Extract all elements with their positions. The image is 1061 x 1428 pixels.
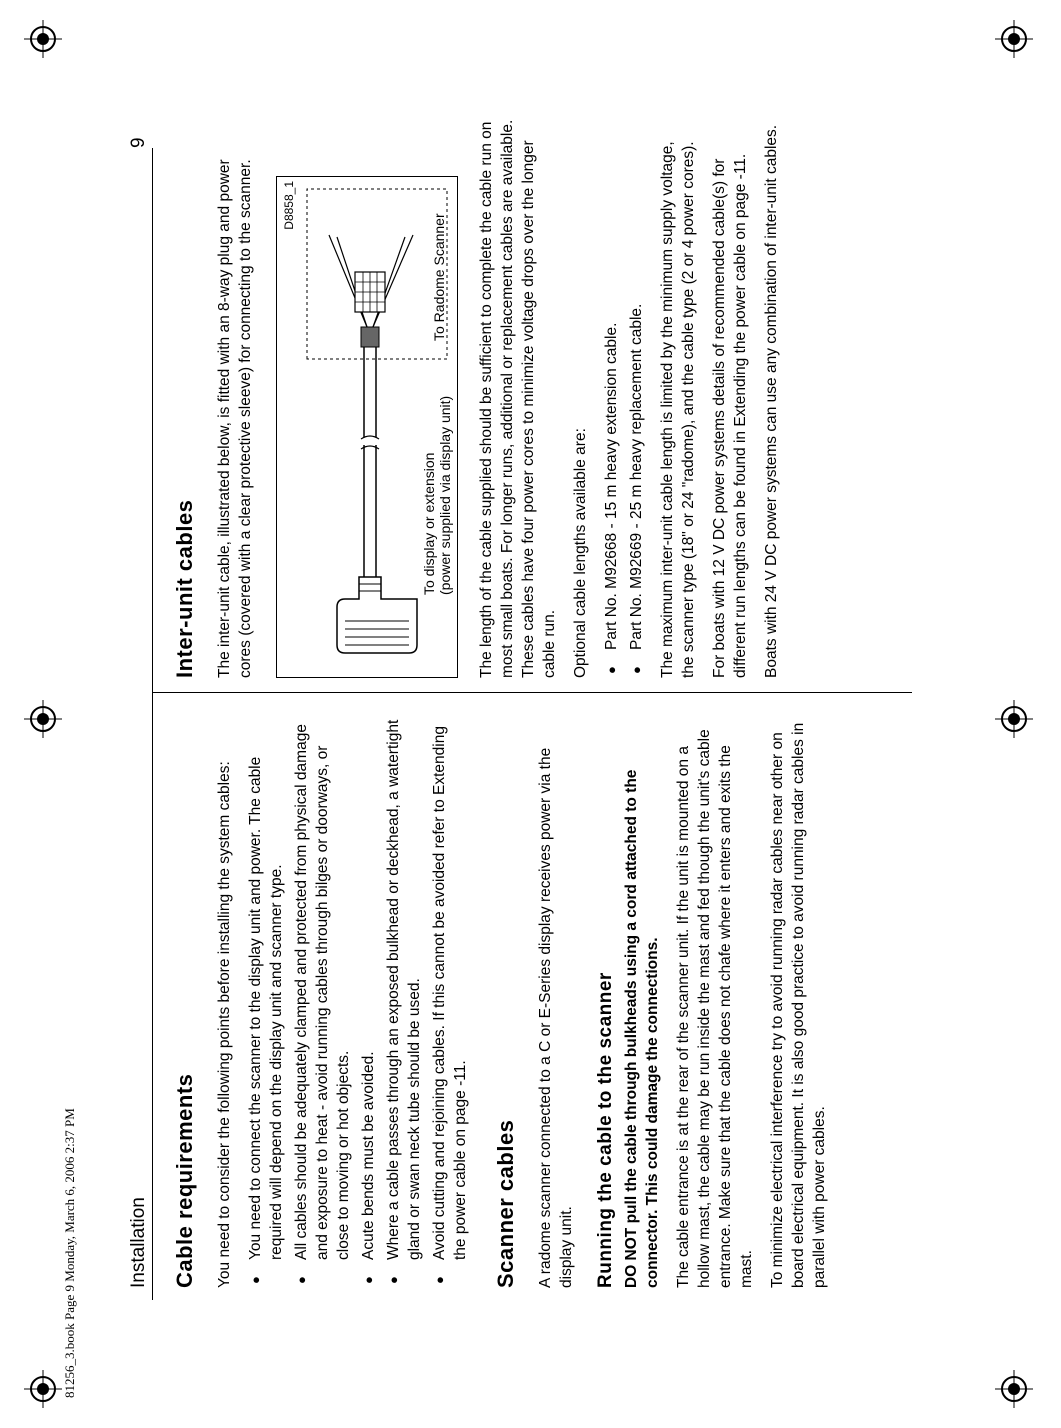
list-item: ● All cables should be adequately clamped and protected from physical damage and exposure to heat - avoid running cables through bilges or doorways, or close to moving or hot objects. [291, 708, 354, 1288]
list-item: ● Avoid cutting and rejoining cables. If this cannot be avoided refer to Extending the power cable on page -11. [429, 708, 471, 1288]
inter-unit-para-1: The length of the cable supplied should be sufficient to complete the cable run on most small boats. For longer runs, additional or replacement cables are available. These cables have four power cores to minimize voltage drops over the longer cable run. [478, 119, 558, 678]
cable-illustration [276, 176, 458, 678]
registration-mark-icon [995, 1370, 1033, 1408]
inter-unit-para-4: Boats with 24 V DC power systems can use any combination of inter-unit cables. [763, 124, 780, 678]
inter-unit-intro: The inter-unit cable, illustrated below, is fitted with an 8-way plug and power cores (covered with a clear protective sleeve) for connecting to the scanner. [216, 159, 254, 678]
list-item: ● You need to connect the scanner to the display unit and power. The cable required will depend on the display unit and scanner type. [245, 708, 287, 1288]
figure-label-display-line1: To display or extension [421, 452, 437, 595]
running-cable-para-2: To minimize electrical interference try to avoid running radar cables near other on board electrical equipment. It is also good practice to avoid running radar cables in parallel with power cables. [769, 722, 828, 1288]
list-item: ● Part No. M92668 - 15 m heavy extension cable. [601, 118, 622, 678]
column-divider [152, 692, 912, 693]
crop-info-text: 81256_3.book Page 9 Monday, March 6, 2006 2:37 PM [62, 1108, 77, 1398]
registration-mark-icon [24, 700, 62, 738]
page-number: 9 [128, 137, 149, 148]
optional-lengths-list [601, 118, 647, 678]
cable-requirements-list [245, 708, 471, 1288]
inter-unit-para-2: The maximum inter-unit cable length is limited by the minimum supply voltage, the scanner type (18" or 24 "radome), and the cable type (2 or 4 power cores). [659, 141, 697, 678]
optional-lengths-intro: Optional cable lengths available are: [572, 428, 589, 678]
cable-requirements-heading: Cable requirements [172, 1073, 197, 1288]
running-header-section: Installation [128, 1197, 149, 1288]
figure-label-scanner: To Radome Scanner [431, 213, 447, 341]
registration-mark-icon [24, 1370, 62, 1408]
inter-unit-para-3: For boats with 12 V DC power systems details of recommended cable(s) for different run lengths can be found in Extending the power cable on page -11. [711, 153, 749, 678]
figure-id: D8858_1 [282, 181, 296, 230]
registration-mark-icon [995, 700, 1033, 738]
inter-unit-heading: Inter-unit cables [172, 499, 197, 678]
figure-label-display [421, 396, 453, 595]
registration-mark-icon [24, 20, 62, 58]
running-cable-warning: DO NOT pull the cable through bulkheads using a cord attached to the connector. This could damage the connections. [623, 769, 661, 1288]
running-cable-para-1: The cable entrance is at the rear of the scanner unit. If the unit is mounted on a hollow mast, the cable may be run inside the mast and fed though the unit's cable entrance. Make sure that the cable does not chafe where it enters and exits the mast. [675, 729, 755, 1288]
list-item: ● Acute bends must be avoided. [358, 708, 379, 1288]
left-column [172, 708, 840, 1288]
figure-label-display-line2: (power supplied via display unit) [437, 395, 453, 595]
header-rule [152, 148, 153, 1300]
registration-mark-icon [995, 20, 1033, 58]
list-item: ● Where a cable passes through an exposed bulkhead or deckhead, a watertight gland or swan neck tube should be used. [383, 708, 425, 1288]
running-cable-heading: Running the cable to the scanner [595, 972, 616, 1288]
right-column [172, 118, 792, 678]
list-item: ● Part No. M92669 - 25 m heavy replacement cable. [626, 118, 647, 678]
scanner-cables-text: A radome scanner connected to a C or E-Series display receives power via the display unit. [537, 747, 575, 1288]
cable-requirements-intro: You need to consider the following points before installing the system cables: [216, 761, 233, 1288]
scanner-cables-heading: Scanner cables [493, 1119, 518, 1288]
